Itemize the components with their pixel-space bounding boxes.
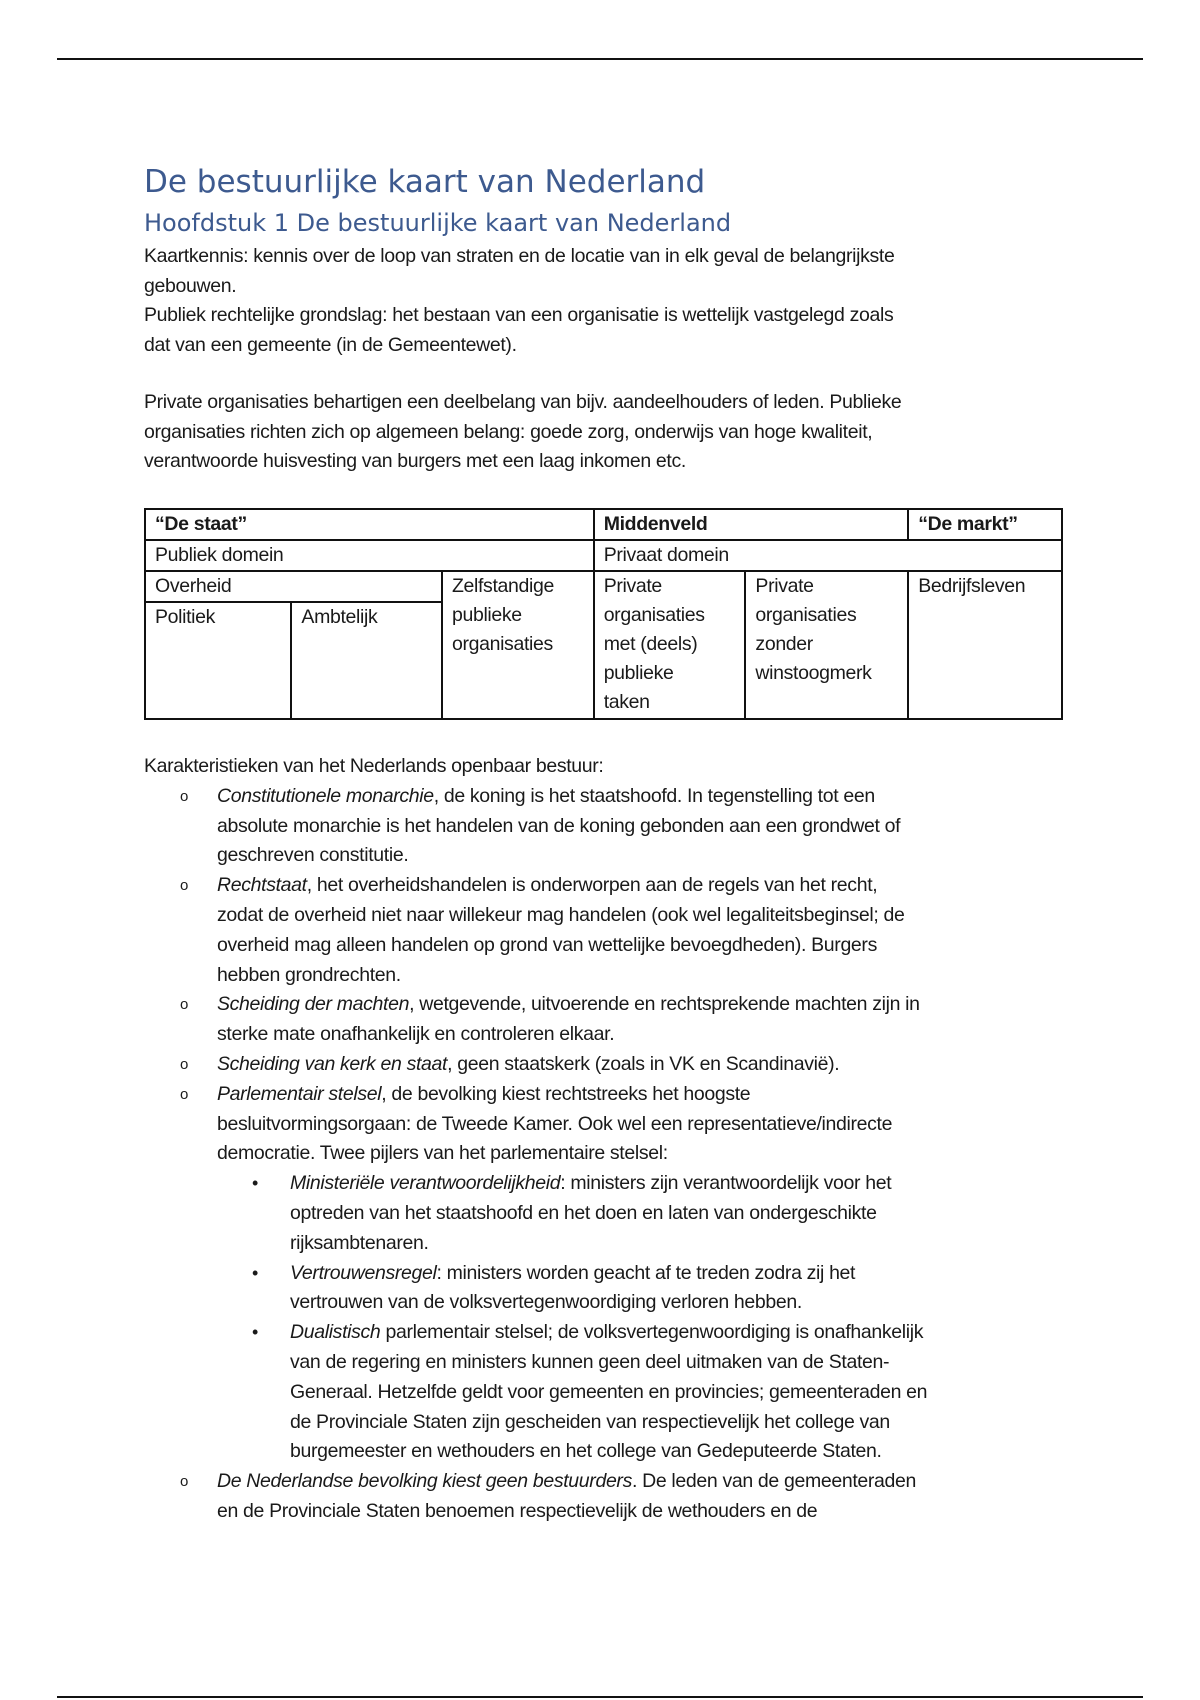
item-term: Rechtstaat [217, 874, 307, 897]
cell-line: met (deels) [603, 633, 698, 655]
text-line: democratie. Twee pijlers van het parlementaire stelsel: [217, 1142, 668, 1165]
item-term: Scheiding der machten [217, 993, 410, 1016]
item-text: , wetgevende, uitvoerende en rechtsprekende machten zijn in [409, 993, 920, 1016]
document-title: De bestuurlijke kaart van Nederland [144, 164, 706, 200]
text-line: Publiek rechtelijke grondslag: het bestaan van een organisatie is wettelijk vastgelegd zoals [144, 304, 894, 327]
text-line [217, 1467, 927, 1497]
list-item [144, 1467, 927, 1527]
text-line: absolute monarchie is het handelen van de koning gebonden aan een grondwet of [217, 814, 901, 837]
item-text: , geen staatskerk (zoals in VK en Scandinavië). [447, 1052, 840, 1075]
list-item [144, 1080, 927, 1169]
list-item [144, 1050, 927, 1080]
text-line: Kaartkennis: kennis over de loop van straten en de locatie van in elk geval de belangrijkste [144, 245, 895, 267]
text-line: gebouwen. [144, 274, 237, 297]
cell-de-markt: “De markt” [908, 509, 1062, 540]
cell-line: organisaties [451, 633, 553, 655]
cell-overheid: Overheid [145, 571, 442, 602]
cell-ambtelijk: Ambtelijk [291, 602, 442, 719]
bullet-icon: • [252, 1322, 258, 1343]
circle-bullet-icon: o [180, 996, 188, 1014]
text-line: en de Provinciale Staten benoemen respectievelijk de wethouders en de [217, 1499, 818, 1522]
text-line: Generaal. Hetzelfde geldt voor gemeenten en provincies; gemeenteraden en [290, 1380, 928, 1403]
text-line: optreden van het staatshoofd en het doen en laten van ondergeschikte [290, 1201, 877, 1224]
item-term: Vertrouwensregel [290, 1261, 437, 1284]
circle-bullet-icon: o [180, 787, 188, 805]
organisations-paragraph [144, 388, 901, 477]
cell-zbo [442, 571, 594, 719]
cell-private-zonder-winst [745, 571, 908, 719]
item-text: , de bevolking kiest rechtstreeks het hoogste [381, 1082, 751, 1105]
cell-de-staat: “De staat” [145, 509, 594, 540]
bullet-icon: • [252, 1262, 258, 1283]
text-line [217, 1080, 927, 1110]
cell-private-publieke-taken [594, 571, 746, 719]
cell-line: taken [603, 691, 650, 713]
text-line [290, 1259, 927, 1289]
item-term: Parlementair stelsel [217, 1082, 382, 1105]
text-line: organisaties richten zich op algemeen belang: goede zorg, onderwijs van hoge kwaliteit, [144, 420, 873, 443]
bullet-icon: • [252, 1173, 258, 1194]
text-line [290, 1318, 927, 1348]
intro-paragraph [144, 242, 894, 360]
page-top-rule [57, 58, 1143, 60]
cell-line: organisaties [755, 604, 857, 626]
cell-privaat-domein: Privaat domein [594, 540, 1062, 571]
text-line [217, 990, 927, 1020]
cell-line: publieke [603, 662, 674, 684]
item-term: Scheiding van kerk en staat [217, 1052, 448, 1075]
text-line: vertrouwen van de volksvertegenwoordiging verloren hebben. [290, 1291, 802, 1314]
item-text: parlementair stelsel; de volksvertegenwoordiging is onafhankelijk [380, 1321, 924, 1344]
text-line: besluitvormingsorgaan: de Tweede Kamer. Ook wel een representatieve/indirecte [217, 1112, 893, 1135]
cell-line: Private [603, 575, 662, 597]
cell-line: zonder [755, 633, 813, 655]
item-term: Ministeriële verantwoordelijkheid [290, 1172, 561, 1195]
item-text: : ministers zijn verantwoordelijk voor het [560, 1172, 892, 1195]
item-term: Constitutionele monarchie [217, 784, 434, 807]
page-bottom-rule [57, 1696, 1143, 1698]
cell-publiek-domein: Publiek domein [145, 540, 594, 571]
cell-line: Private [755, 575, 814, 597]
item-term: De Nederlandse bevolking kiest geen bestuurders [217, 1470, 632, 1493]
cell-line: organisaties [603, 604, 705, 626]
item-text: , de koning is het staatshoofd. In tegenstelling tot een [433, 784, 875, 807]
text-line: de Provinciale Staten zijn gescheiden van respectievelijk het college van [290, 1410, 890, 1433]
characteristics-list [144, 752, 927, 1527]
circle-bullet-icon: o [180, 877, 188, 895]
text-line: van de regering en ministers kunnen geen deel uitmaken van de Staten- [290, 1350, 890, 1373]
circle-bullet-icon: o [180, 1085, 188, 1103]
cell-line: winstoogmerk [755, 662, 872, 684]
cell-middenveld: Middenveld [594, 509, 909, 540]
cell-line: publieke [451, 604, 522, 626]
text-line: hebben grondrechten. [217, 963, 401, 986]
cell-bedrijfsleven: Bedrijfsleven [908, 571, 1062, 719]
text-line: Private organisaties behartigen een deelbelang van bijv. aandeelhouders of leden. Publieke [144, 391, 902, 413]
chapter-heading: Hoofdstuk 1 De bestuurlijke kaart van Nederland [144, 209, 732, 237]
domain-table [144, 508, 1063, 720]
cell-line: Zelfstandige [451, 575, 554, 597]
item-term: Dualistisch [290, 1321, 381, 1344]
list-heading: Karakteristieken van het Nederlands openbaar bestuur: [144, 755, 604, 777]
list-item [144, 990, 927, 1050]
text-line [217, 782, 927, 812]
text-line [290, 1169, 927, 1199]
item-text: : ministers worden geacht af te treden zodra zij het [436, 1261, 856, 1284]
item-text: , het overheidshandelen is onderworpen aan de regels van het recht, [306, 874, 878, 897]
item-text: . De leden van de gemeenteraden [631, 1470, 917, 1493]
cell-politiek: Politiek [145, 602, 291, 719]
circle-bullet-icon: o [180, 1055, 188, 1073]
text-line: overheid mag alleen handelen op grond van wettelijke bevoegdheden). Burgers [217, 933, 877, 956]
list-item [144, 782, 927, 871]
text-line: geschreven constitutie. [217, 844, 409, 867]
text-line [217, 1050, 927, 1080]
text-line: verantwoorde huisvesting van burgers met een laag inkomen etc. [144, 450, 686, 473]
sub-list-item [144, 1169, 927, 1258]
text-line: sterke mate onafhankelijk en controleren elkaar. [217, 1023, 615, 1046]
text-line [217, 871, 927, 901]
sub-list-item [144, 1259, 927, 1319]
list-item [144, 871, 927, 990]
text-line: zodat de overheid niet naar willekeur mag handelen (ook wel legaliteitsbeginsel; de [217, 903, 905, 926]
circle-bullet-icon: o [180, 1473, 188, 1491]
text-line: rijksambtenaren. [290, 1231, 429, 1254]
text-line: dat van een gemeente (in de Gemeentewet). [144, 333, 517, 356]
text-line: burgemeester en wethouders en het college van Gedeputeerde Staten. [290, 1440, 882, 1463]
sub-list-item [144, 1318, 927, 1467]
